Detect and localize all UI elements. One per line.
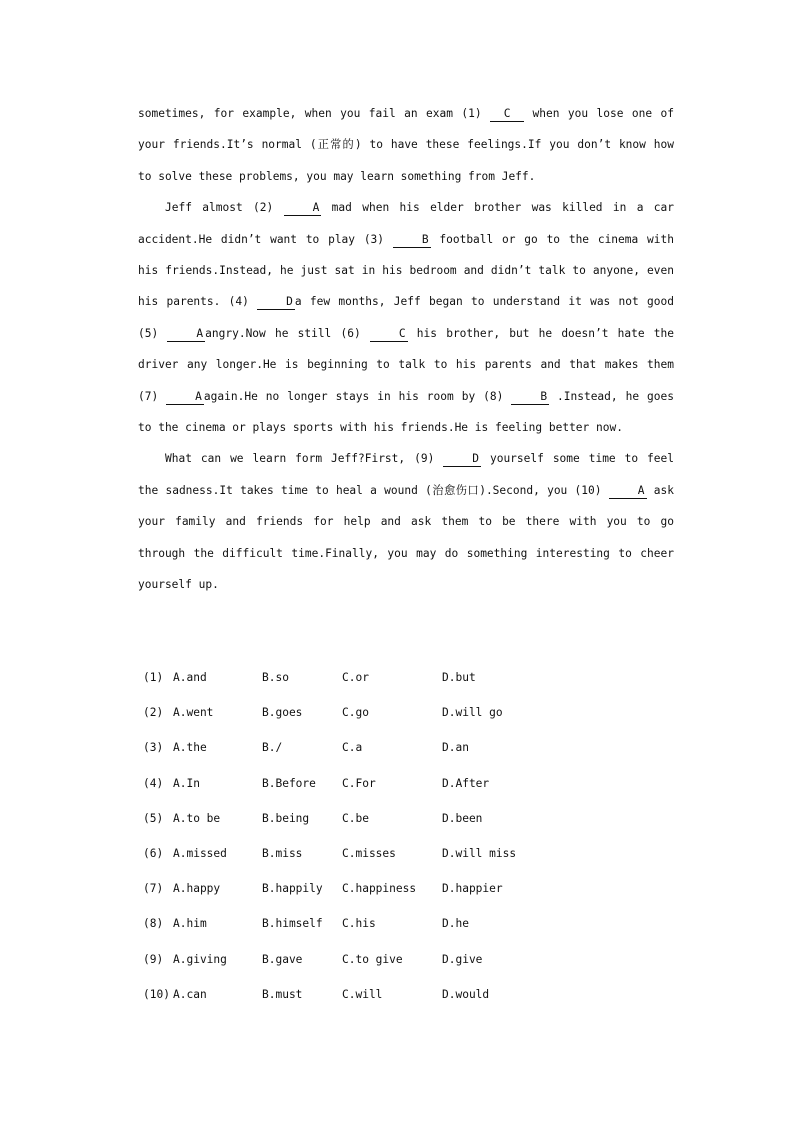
answer-blank-7: A: [166, 390, 204, 405]
passage-text: football or go to the cinema with his friends.Instead, he just sat in his bedroom and didn’t talk to anyone, even his parents. (4): [138, 232, 674, 309]
answer-blank-3: B: [393, 233, 431, 248]
question-number: (2): [143, 706, 164, 720]
option-row: [143, 695, 563, 730]
option-d: D.will miss: [442, 846, 517, 860]
passage-text: What can we learn form Jeff?First, (9): [165, 452, 444, 466]
passage-text: Jeff almost (2): [165, 201, 284, 215]
option-c: C.For: [342, 776, 376, 790]
answer-blank-8: B: [511, 390, 549, 405]
question-number: (10): [143, 987, 170, 1001]
option-d: D.After: [442, 776, 490, 790]
passage-text: a few months, Jeff began to understand it was not good (5): [138, 295, 674, 340]
option-c: C.happiness: [342, 882, 417, 896]
option-c: C.or: [342, 671, 369, 684]
option-row: [143, 766, 563, 801]
question-number: (9): [143, 952, 164, 966]
passage-text: .Instead, he goes to the cinema or plays sports with his friends.He is feeling better now.: [138, 389, 674, 435]
option-a: A.giving: [173, 952, 227, 966]
cloze-passage: [138, 98, 674, 601]
option-c: C.to give: [342, 952, 403, 966]
passage-text: his brother, but he doesn’t hate the driver any longer.He is beginning to talk to his parents and that makes them (7): [138, 326, 674, 403]
passage-text: when you lose one of your friends.It’s normal (正常的) to have these feelings.If you don’t know how to solve these problems, you may learn something from Jeff.: [138, 107, 674, 183]
answer-options: [143, 660, 563, 1012]
option-a: A.went: [173, 706, 214, 720]
option-b: B.happily: [262, 882, 323, 896]
option-d: D.an: [442, 741, 469, 755]
option-d: D.he: [442, 917, 469, 931]
option-row: [143, 871, 563, 906]
option-c: C.misses: [342, 846, 396, 860]
answer-blank-10: A: [609, 484, 647, 499]
question-number: (6): [143, 846, 164, 860]
question-number: (8): [143, 917, 164, 931]
option-row: [143, 906, 563, 941]
passage-text: again.He no longer stays in his room by (8): [203, 389, 512, 403]
option-b: B.goes: [262, 706, 303, 720]
question-number: (4): [143, 776, 164, 790]
option-b: B.gave: [262, 952, 303, 966]
option-a: A.can: [173, 987, 207, 1001]
paragraph-3: [138, 443, 674, 600]
option-b: B.Before: [262, 776, 316, 790]
question-number: (5): [143, 811, 164, 825]
answer-blank-4: D: [257, 295, 295, 310]
option-d: D.will go: [442, 706, 503, 720]
answer-blank-2: A: [284, 201, 322, 216]
option-d: D.would: [442, 987, 490, 1001]
option-a: A.and: [173, 671, 207, 684]
option-row: [143, 660, 563, 695]
option-d: D.but: [442, 671, 476, 684]
option-b: B.so: [262, 671, 289, 684]
question-number: (3): [143, 741, 164, 755]
option-b: B./: [262, 741, 283, 755]
option-a: A.missed: [173, 846, 227, 860]
option-b: B.must: [262, 987, 303, 1001]
question-number: (1): [143, 671, 164, 684]
option-a: A.the: [173, 741, 207, 755]
option-row: [143, 730, 563, 765]
answer-blank-1: C: [490, 107, 524, 122]
paragraph-1: [138, 98, 674, 192]
answer-blank-9: D: [443, 452, 481, 467]
option-c: C.go: [342, 706, 369, 720]
option-b: B.himself: [262, 917, 323, 931]
option-d: D.been: [442, 811, 483, 825]
option-a: A.In: [173, 776, 200, 790]
passage-text: mad when his elder brother was killed in a car accident.He didn’t want to play (3): [138, 201, 674, 246]
option-c: C.will: [342, 987, 383, 1001]
document-page: [138, 98, 674, 601]
passage-text: sometimes, for example, when you fail an exam (1): [138, 107, 491, 120]
option-a: A.him: [173, 917, 207, 931]
option-d: D.give: [442, 952, 483, 966]
passage-text: ask your family and friends for help and ask them to be there with you to go through the difficult time.Finally, you may do something interesting to cheer yourself up.: [138, 483, 674, 592]
option-a: A.happy: [173, 882, 221, 896]
option-row: [143, 836, 563, 871]
option-c: C.a: [342, 741, 363, 755]
option-b: B.being: [262, 811, 310, 825]
option-row: [143, 801, 563, 836]
answer-blank-5: A: [167, 327, 205, 342]
paragraph-2: [138, 192, 674, 443]
option-b: B.miss: [262, 846, 303, 860]
question-number: (7): [143, 882, 164, 896]
passage-text: yourself some time to feel the sadness.It takes time to heal a wound (治愈伤口).Second, you (10): [138, 452, 674, 497]
passage-text: angry.Now he still (6): [205, 326, 370, 340]
answer-blank-6: C: [370, 327, 408, 342]
option-row: [143, 977, 563, 1012]
option-c: C.be: [342, 811, 369, 825]
option-row: [143, 942, 563, 977]
option-d: D.happier: [442, 882, 503, 896]
option-c: C.his: [342, 917, 376, 931]
option-a: A.to be: [173, 811, 221, 825]
